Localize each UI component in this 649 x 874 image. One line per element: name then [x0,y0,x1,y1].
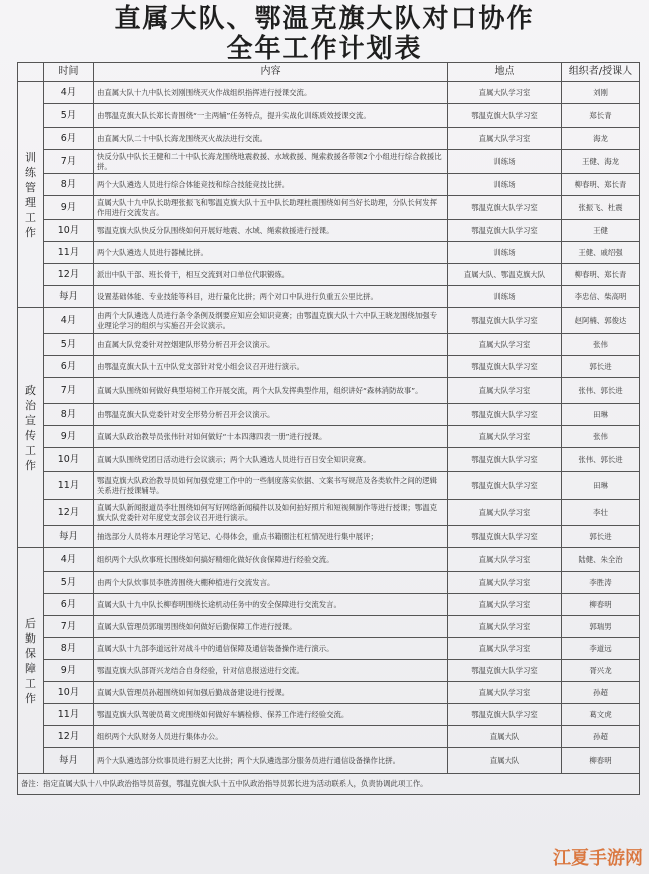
month-cell: 9月 [44,426,94,448]
content-cell: 由两个大队炊事员李胜涛围绕大棚种植进行交流发言。 [94,572,448,594]
month-cell: 5月 [44,572,94,594]
content-cell: 由两个大队遴选人员进行条令条例及纲要应知应会知识竞赛；由鄂温克旗大队十六中队王晓龙围绕加强专业理论学习的组织与实施召开会议演示。 [94,308,448,334]
month-cell: 10月 [44,448,94,472]
content-cell: 直属大队十九中队长助理张振飞和鄂温克旗大队十五中队长助理杜震围绕如何当好长助理，分队长何发挥作用进行交流发言。 [94,196,448,220]
content-cell: 设置基础体能、专业技能等科目，进行量化比拼；两个对口中队进行负重五公里比拼。 [94,286,448,308]
table-row [18,404,640,426]
category-cell [18,308,44,548]
table-row [18,378,640,404]
table-row [18,82,640,104]
organizer-cell: 王健 [562,220,640,242]
organizer-cell: 陆健、朱全治 [562,548,640,572]
content-cell: 直属大队围绕党团日活动进行会议演示；两个大队遴选人员进行百日安全知识竞赛。 [94,448,448,472]
month-cell: 5月 [44,104,94,128]
month-cell: 7月 [44,616,94,638]
place-cell: 鄂温克旗大队学习室 [448,220,562,242]
content-cell: 直属大队管理员孙超围绕如何加强后勤战备建设进行授课。 [94,682,448,704]
month-cell: 4月 [44,548,94,572]
table-row [18,638,640,660]
month-cell: 9月 [44,196,94,220]
table-row [18,264,640,286]
place-cell: 鄂温克旗大队学习室 [448,356,562,378]
month-cell: 8月 [44,638,94,660]
month-cell: 4月 [44,308,94,334]
table-row [18,548,640,572]
content-cell: 组织两个大队财务人员进行集体办公。 [94,726,448,748]
content-cell: 由鄂温克旗大队长郑长青围绕“一主两辅”任务特点，提升实战化训练质效授课交流。 [94,104,448,128]
month-cell: 10月 [44,220,94,242]
organizer-cell: 郭长进 [562,526,640,548]
title-line-2: 全年工作计划表 [226,34,423,64]
content-cell: 由鄂温克旗大队党委针对安全形势分析召开会议演示。 [94,404,448,426]
watermark-logo: 江夏手游网 [553,848,643,869]
place-cell: 直属大队学习室 [448,572,562,594]
place-cell: 直属大队 [448,726,562,748]
content-cell: 两个大队遴选人员进行综合体能竞技和综合技能竞技比拼。 [94,174,448,196]
month-cell: 8月 [44,174,94,196]
month-cell: 4月 [44,82,94,104]
table-row [18,308,640,334]
category-label: 后勤保障工作 [25,616,36,705]
month-cell: 6月 [44,594,94,616]
month-cell: 11月 [44,472,94,500]
place-cell: 直属大队学习室 [448,548,562,572]
table-row [18,356,640,378]
table-row [18,748,640,774]
header-content: 内容 [94,63,448,82]
organizer-cell: 海龙 [562,128,640,150]
note-row [18,774,640,795]
place-cell: 鄂温克旗大队学习室 [448,660,562,682]
month-cell: 9月 [44,660,94,682]
table-row [18,726,640,748]
content-cell: 直属大队十九部李道远针对战斗中的通信保障及通信装备操作进行演示。 [94,638,448,660]
table-row [18,704,640,726]
table-row [18,472,640,500]
table-row [18,334,640,356]
content-cell: 直属大队围绕如何做好典型培树工作开展交流，两个大队发挥典型作用，组织讲好“森林消防故事”。 [94,378,448,404]
month-cell: 6月 [44,356,94,378]
table-row [18,128,640,150]
place-cell: 训练场 [448,150,562,174]
category-label: 训练管理工作 [25,150,36,239]
note-text: 备注：指定直属大队十八中队政治指导员苗强，鄂温克旗大队十五中队政治指导员郭长进为活动联系人，负责协调此项工作。 [18,774,640,795]
content-cell: 直属大队十九中队长柳春明围绕长途机动任务中的安全保障进行交流发言。 [94,594,448,616]
header-organizer: 组织者/授课人 [562,63,640,82]
place-cell: 直属大队学习室 [448,500,562,526]
table-row [18,150,640,174]
table-row [18,426,640,448]
organizer-cell: 郭长进 [562,356,640,378]
category-cell [18,548,44,774]
place-cell: 鄂温克旗大队学习室 [448,104,562,128]
header-place: 地点 [448,63,562,82]
content-cell: 鄂温克旗大队快反分队围绕如何开展好地震、水域、绳索救援进行授课。 [94,220,448,242]
table-row [18,660,640,682]
place-cell: 鄂温克旗大队学习室 [448,704,562,726]
organizer-cell: 李壮 [562,500,640,526]
place-cell: 直属大队学习室 [448,616,562,638]
table-row [18,220,640,242]
table-row [18,526,640,548]
place-cell: 鄂温克旗大队学习室 [448,448,562,472]
content-cell: 派出中队干部、班长骨干，相互交流到对口单位代职锻炼。 [94,264,448,286]
place-cell: 直属大队学习室 [448,426,562,448]
organizer-cell: 张伟、郭长进 [562,448,640,472]
table-row [18,286,640,308]
content-cell: 直属大队政治教导员张伟针对如何做好“十本四薄四表一册”进行授课。 [94,426,448,448]
place-cell: 训练场 [448,174,562,196]
month-cell: 11月 [44,242,94,264]
place-cell: 鄂温克旗大队学习室 [448,472,562,500]
content-cell: 两个大队遴选人员进行器械比拼。 [94,242,448,264]
content-cell: 快反分队中队长王健和二十中队长海龙围绕地震救援、水域救援、绳索救援各带领2个小组进行综合救援比拼。 [94,150,448,174]
month-cell: 10月 [44,682,94,704]
category-cell [18,82,44,308]
month-cell: 每月 [44,286,94,308]
content-cell: 鄂温克旗大队政治教导员如何加强党建工作中的一些制度落实依据、文案书写规范及各类软件之间的逻辑关系进行授课辅导。 [94,472,448,500]
table-row [18,594,640,616]
table-row [18,500,640,526]
month-cell: 12月 [44,726,94,748]
organizer-cell: 柳春明、郑长青 [562,264,640,286]
organizer-cell: 田琳 [562,472,640,500]
place-cell: 直属大队学习室 [448,128,562,150]
table-row [18,616,640,638]
category-label: 政治宣传工作 [25,383,36,472]
table-row [18,448,640,472]
table-row [18,104,640,128]
content-cell: 抽选部分人员将本月理论学习笔记、心得体会，重点书籍圈注杠杠情况进行集中展评； [94,526,448,548]
month-cell: 8月 [44,404,94,426]
place-cell: 直属大队学习室 [448,334,562,356]
place-cell: 鄂温克旗大队学习室 [448,308,562,334]
place-cell: 直属大队学习室 [448,82,562,104]
organizer-cell: 刘刚 [562,82,640,104]
month-cell: 12月 [44,500,94,526]
organizer-cell: 葛文虎 [562,704,640,726]
organizer-cell: 张伟 [562,334,640,356]
place-cell: 训练场 [448,242,562,264]
month-cell: 每月 [44,748,94,774]
place-cell: 直属大队 [448,748,562,774]
content-cell: 鄂温克旗大队驾驶员葛文虎围绕如何做好车辆检修、保养工作进行经验交流。 [94,704,448,726]
organizer-cell: 孙超 [562,682,640,704]
content-cell: 由鄂温克旗大队十五中队党支部针对党小组会议召开进行演示。 [94,356,448,378]
content-cell: 直属大队管理员郭瑞男围绕如何做好后勤保障工作进行授课。 [94,616,448,638]
organizer-cell: 郭瑞男 [562,616,640,638]
organizer-cell: 田琳 [562,404,640,426]
month-cell: 7月 [44,150,94,174]
organizer-cell: 孙超 [562,726,640,748]
place-cell: 鄂温克旗大队学习室 [448,526,562,548]
organizer-cell: 柳春明 [562,594,640,616]
content-cell: 鄂温克旗大队部胥兴龙结合自身经验，针对信息报送进行交流。 [94,660,448,682]
organizer-cell: 李道远 [562,638,640,660]
content-cell: 两个大队遴选部分炊事员进行厨艺大比拼；两个大队遴选部分服务员进行通信设备操作比拼。 [94,748,448,774]
table-row [18,682,640,704]
place-cell: 直属大队、鄂温克旗大队 [448,264,562,286]
organizer-cell: 胥兴龙 [562,660,640,682]
title-line-1: 直属大队、鄂温克旗大队对口协作 [114,4,535,34]
header-blank [18,63,44,82]
organizer-cell: 柳春明 [562,748,640,774]
organizer-cell: 王健、海龙 [562,150,640,174]
table-body [18,82,640,774]
content-cell: 由直属大队二十中队长海龙围绕灭火战法进行交流。 [94,128,448,150]
place-cell: 直属大队学习室 [448,378,562,404]
header-time: 时间 [44,63,94,82]
place-cell: 直属大队学习室 [448,682,562,704]
organizer-cell: 李忠信、柴高明 [562,286,640,308]
organizer-cell: 张伟、郭长进 [562,378,640,404]
place-cell: 鄂温克旗大队学习室 [448,196,562,220]
month-cell: 6月 [44,128,94,150]
table-row [18,174,640,196]
table-row [18,242,640,264]
place-cell: 训练场 [448,286,562,308]
place-cell: 直属大队学习室 [448,594,562,616]
month-cell: 每月 [44,526,94,548]
month-cell: 7月 [44,378,94,404]
organizer-cell: 张伟 [562,426,640,448]
month-cell: 5月 [44,334,94,356]
content-cell: 由直属大队党委针对控烟建队形势分析召开会议演示。 [94,334,448,356]
table-row [18,196,640,220]
content-cell: 由直属大队十九中队长刘刚围绕灭火作战组织指挥进行授课交流。 [94,82,448,104]
plan-table [17,62,640,795]
place-cell: 鄂温克旗大队学习室 [448,404,562,426]
month-cell: 12月 [44,264,94,286]
organizer-cell: 柳春明、郑长青 [562,174,640,196]
place-cell: 直属大队学习室 [448,638,562,660]
organizer-cell: 赵阿楠、郭俊达 [562,308,640,334]
organizer-cell: 王健、戚绍强 [562,242,640,264]
content-cell: 直属大队新闻报道员李壮围绕如何写好网络新闻稿件以及如何拍好照片和短视频制作等进行授课；鄂温克旗大队党委针对年度党支部会议召开进行演示。 [94,500,448,526]
month-cell: 11月 [44,704,94,726]
organizer-cell: 张振飞、杜震 [562,196,640,220]
organizer-cell: 李胜涛 [562,572,640,594]
table-header-row [18,63,640,82]
content-cell: 组织两个大队炊事班长围绕如何搞好精细化做好伙食保障进行经验交流。 [94,548,448,572]
organizer-cell: 郑长青 [562,104,640,128]
table-row [18,572,640,594]
